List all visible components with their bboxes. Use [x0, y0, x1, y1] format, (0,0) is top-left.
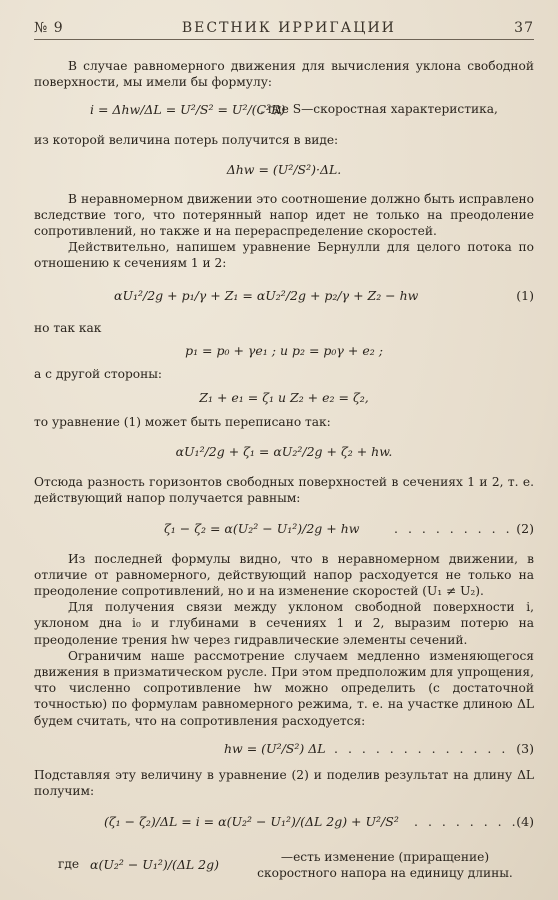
paragraph-relation: Для получения связи между уклоном свободной поверхности i, уклоном дна i₀ и глубинами в сечениях 1 и 2, выразим потерю на преодоление трения hw через гидравлические элементы сечений. [34, 600, 534, 647]
equation-loss [34, 153, 534, 187]
equation-where-formula: α(U₂² − U₁²)/(ΔL 2g) [90, 857, 219, 873]
paragraph-uniform-flow: В случае равномерного движения для вычисления уклона свободной поверхности, мы имели бы формулу: [34, 59, 534, 90]
page-number: 37 [514, 20, 534, 36]
equation-rewritten [34, 434, 534, 470]
equation-loss-formula: Δhw = (U²/S²)·ΔL. [226, 161, 342, 177]
equation-2-label: (2) [516, 520, 534, 536]
paragraph-rewrite: то уравнение (1) может быть переписано так: [34, 415, 331, 430]
equation-slope-note: , где S—скоростная характеристика, [260, 102, 498, 117]
paragraph-substitute: Подставляя эту величину в уравнение (2) и поделив результат на длину ΔL получим: [34, 767, 534, 799]
issue-number: № 9 [34, 20, 64, 36]
equation-slope-formula: i = Δhw/ΔL = U²/S² = U²/(C²R) [90, 102, 286, 118]
equation-where [34, 845, 534, 885]
where-description: —есть изменение (приращение) скоростного напора на единицу длины. [257, 850, 513, 881]
paragraph-loss-intro: из которой величина потерь получится в виде: [34, 133, 339, 148]
equation-slope [34, 94, 534, 128]
paragraph-but-since: но так как [34, 320, 102, 335]
equation-levels-formula: Z₁ + e₁ = ζ₁ и Z₂ + e₂ = ζ₂, [199, 390, 369, 406]
equation-rewritten-formula: αU₁²/2g + ζ₁ = αU₂²/2g + ζ₂ + hw. [175, 444, 393, 460]
equation-4-label: (4) [516, 814, 534, 830]
equation-4-formula: (ζ₁ − ζ₂)/ΔL = i = α(U₂² − U₁²)/(ΔL 2g) + U²/S² [104, 814, 399, 830]
equation-3-label: (3) [516, 740, 534, 756]
page-header [34, 20, 534, 40]
equation-2-formula: ζ₁ − ζ₂ = α(U₂² − U₁²)/2g + hw [164, 520, 360, 536]
equation-1-label: (1) [516, 287, 534, 303]
paragraph-nonuniform: В неравномерном движении это соотношение должно быть исправлено вследствие того, что потерянный напор идет не только на преодоление сопротивлений, но также и на перераспределение скоростей. [34, 191, 534, 239]
paragraph-other-side: а с другой стороны: [34, 366, 163, 381]
equation-3 [34, 733, 534, 763]
equation-2 [34, 511, 534, 547]
paragraph-bernoulli: Действительно, напишем уравнение Бернулли для целого потока по отношению к сечениям 1 и 2: [34, 240, 534, 271]
equation-pressure [34, 340, 534, 362]
equation-2-leader: . . . . . . . . . [394, 520, 513, 536]
equation-1-formula: αU₁²/2g + p₁/γ + Z₁ = αU₂²/2g + p₂/γ + Z₂ − hw [114, 287, 419, 303]
where-label: где [58, 857, 80, 872]
equation-pressure-formula: p₁ = p₀ + γe₁ ; и p₂ = p₀γ + e₂ ; [185, 342, 383, 358]
paragraph-restriction: Ограничим наше рассмотрение случаем медленно изменяющегося движения в призматическом русле. При этом предположим для упрощения, что численно сопротивление hw можно определить (с достаточной точностью) по формулам равномерного режима, т. е. на участке длиною ΔL будем считать, что на сопротивления расходуется: [34, 648, 534, 728]
journal-title: ВЕСТНИК ИРРИГАЦИИ [181, 20, 396, 36]
equation-levels [34, 386, 534, 410]
paragraph-last-formula: Из последней формулы видно, что в неравномерном движении, в отличие от равномерного, действующий напор расходуется не только на преодоление сопротивлений, но и на изменение скоростей (U₁ ≠ U₂). [34, 551, 534, 599]
paragraph-head-difference: Отсюда разность горизонтов свободных поверхностей в сечениях 1 и 2, т. е. действующий напор получается равным: [34, 475, 534, 506]
equation-3-formula: hw = (U²/S²) ΔL [224, 740, 326, 756]
equation-1 [34, 276, 534, 316]
equation-3-leader: . . . . . . . . . . . . . [334, 740, 509, 756]
equation-4 [34, 803, 534, 841]
equation-4-leader: . . . . . . . . [414, 814, 519, 830]
